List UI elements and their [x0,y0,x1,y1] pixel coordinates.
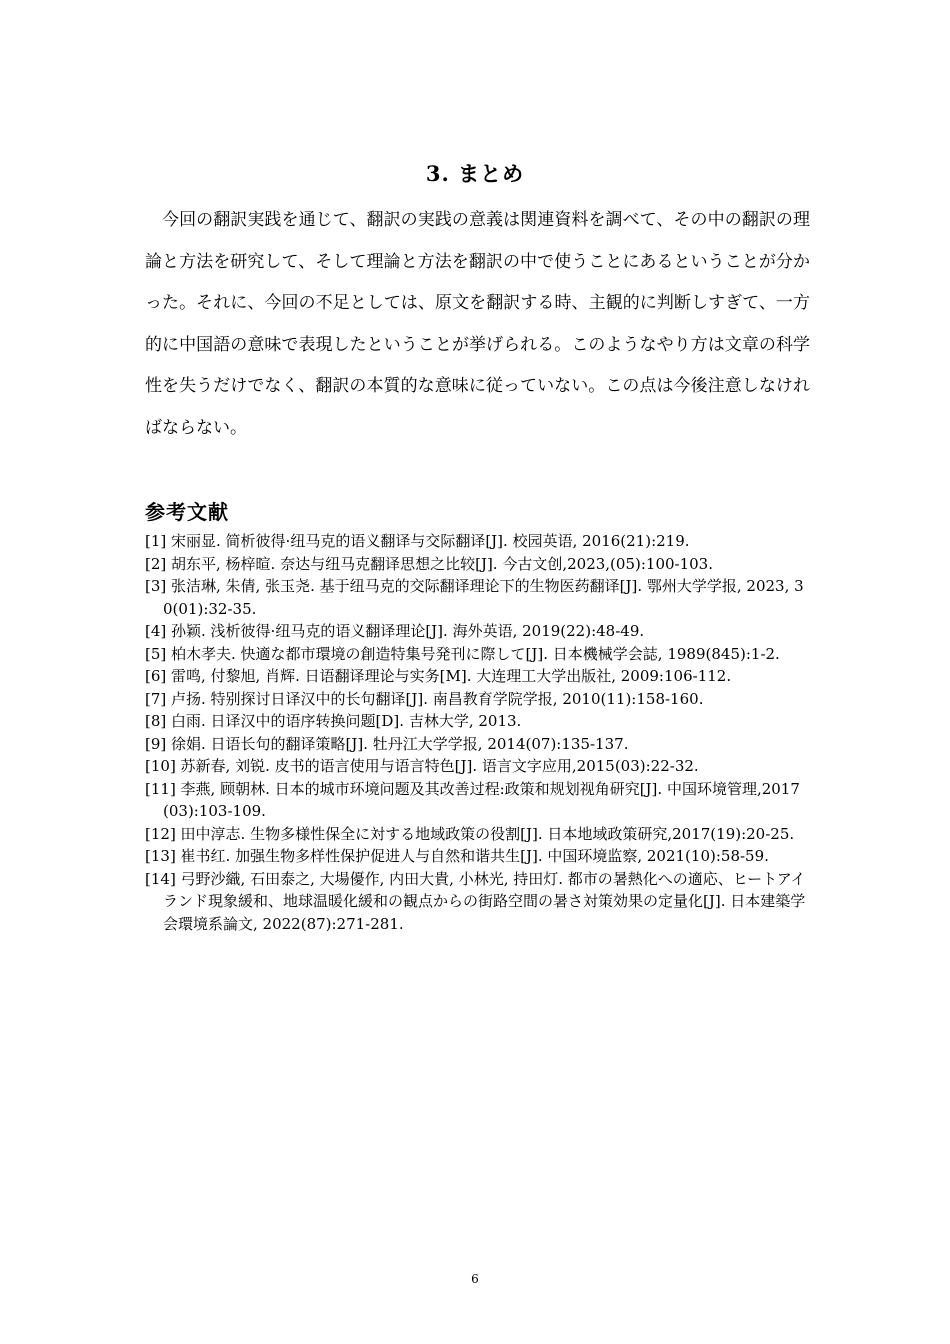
reference-item-7: [7] 卢扬. 特别探讨日译汉中的长句翻译[J]. 南昌教育学院学报, 2010(11):158-160. [145,689,704,708]
reference-item-12: [12] 田中淳志. 生物多様性保全に対する地域政策の役割[J]. 日本地域政策研究,2017(19):20-25. [145,824,795,843]
page-number: 6 [471,1272,479,1286]
reference-item-10: [10] 苏新春, 刘锐. 皮书的语言使用与语言特色[J]. 语言文字应用,2015(03):22-32. [145,757,699,775]
references-heading: 参考文献 [145,500,229,524]
reference-item-5: [5] 柏木孝夫. 快適な都市環境の創造特集号発刊に際して[J]. 日本機械学会誌, 1989(845):1-2. [145,644,780,663]
conclusion-paragraph: 今回の翻訳実践を通じて、翻訳の実践の意義は関連資料を調べて、その中の翻訳の理論と方法を研究して、そして理論と方法を翻訳の中で使うことにあるということが分かった。それに、今回の不足としては、原文を翻訳する時、主観的に判断しすぎて、一方的に中国語の意味で表現したということが挙げられる。このようなやり方は文章の科学性を失うだけでなく、翻訳の本質的な意味に従っていない。この点は今後注意しなければならない。 [145,210,810,438]
reference-item-11: [11] 李燕, 顾朝林. 日本的城市环境问题及其改善过程:政策和规划视角研究[J]. 中国环境管理,2017(03):103-109. [145,779,800,820]
reference-item-14: [14] 弓野沙織, 石田泰之, 大場優作, 内田大貴, 小林光, 持田灯. 都市の暑熱化への適応、ヒートアイランド現象緩和、地球温暖化緩和の観点からの街路空間の暑さ対策効果の定量化[J]. 日本建築学会環境系論文, 2022(87):271-281. [145,869,806,933]
reference-list [145,530,810,935]
reference-item-3: [3] 张洁琳, 朱倩, 张玉尧. 基于纽马克的交际翻译理论下的生物医药翻译[J]. 鄂州大学学报, 2023, 30(01):32-35. [145,577,804,618]
reference-item-4: [4] 孙颖. 浅析彼得·纽马克的语义翻译理论[J]. 海外英语, 2019(22):48-49. [145,622,645,640]
reference-item-1: [1] 宋丽显. 简析彼得·纽马克的语义翻译与交际翻译[J]. 校园英语, 2016(21):219. [145,532,690,550]
reference-item-6: [6] 雷鸣, 付黎旭, 肖辉. 日语翻译理论与实务[M]. 大连理工大学出版社, 2009:106-112. [145,667,732,685]
reference-item-2: [2] 胡东平, 杨梓暄. 奈达与纽马克翻译思想之比较[J]. 今古文创,2023,(05):100-103. [145,554,713,573]
reference-item-13: [13] 崔书红. 加强生物多样性保护促进人与自然和谐共生[J]. 中国环境监察, 2021(10):58-59. [145,847,769,865]
reference-item-8: [8] 白雨. 日译汉中的语序转换问题[D]. 吉林大学, 2013. [145,712,522,730]
section-heading: 3. まとめ [425,161,525,186]
reference-item-9: [9] 徐娟. 日语长句的翻译策略[J]. 牡丹江大学学报, 2014(07):135-137. [145,734,629,753]
